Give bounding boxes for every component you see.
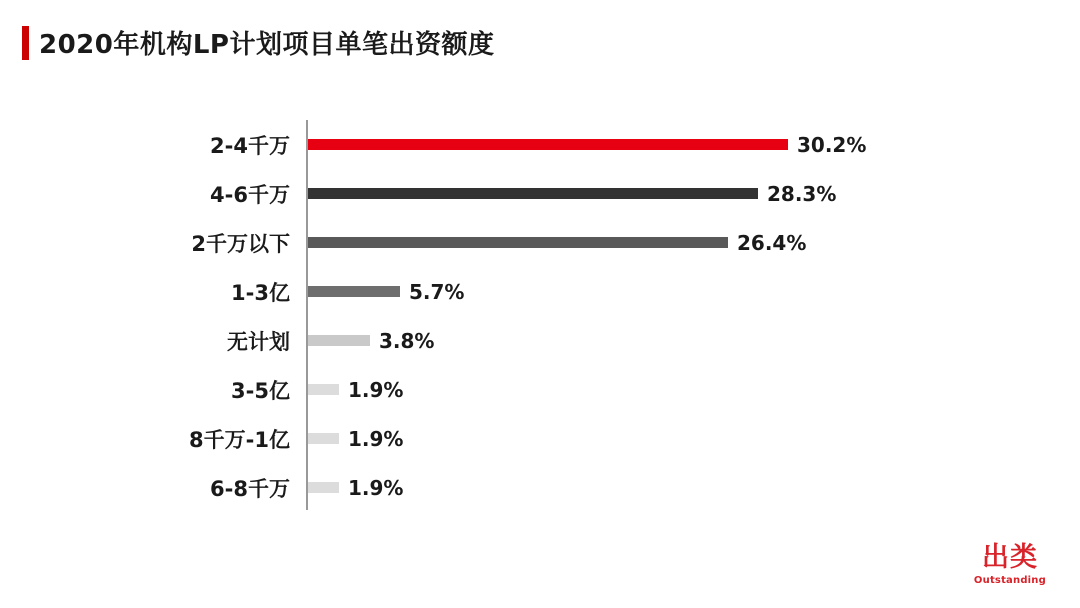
bar-segment <box>308 237 728 248</box>
bar-segment <box>308 335 370 346</box>
bar-value-label: 1.9% <box>348 377 404 402</box>
bar-track <box>306 365 1080 414</box>
bar-segment <box>308 139 788 150</box>
bar-category-label: 3-5亿 <box>231 378 290 403</box>
bar-segment <box>308 482 339 493</box>
brand-logo-en: Outstanding <box>973 575 1046 586</box>
bar-row <box>0 365 1080 414</box>
bar-category-label: 6-8千万 <box>210 476 290 501</box>
bar-category-label: 2千万以下 <box>191 231 290 256</box>
bar-value-label: 30.2% <box>797 132 867 157</box>
bar-track <box>306 267 1080 316</box>
bar-row <box>0 218 1080 267</box>
bar-category-label: 4-6千万 <box>210 182 290 207</box>
bar-value-label: 1.9% <box>348 475 404 500</box>
bar-track <box>306 120 1080 169</box>
bar-category-label: 8千万-1亿 <box>189 427 290 452</box>
bar-value-label: 3.8% <box>379 328 435 353</box>
bar-track <box>306 316 1080 365</box>
bar-track <box>306 414 1080 463</box>
bar-value-label: 28.3% <box>767 181 837 206</box>
bar-chart <box>0 100 1080 520</box>
brand-logo <box>974 544 1046 586</box>
page-title <box>22 24 495 61</box>
bar-segment <box>308 384 339 395</box>
bar-rows <box>0 120 1080 512</box>
bar-row <box>0 463 1080 512</box>
brand-logo-cn: 出类 <box>981 542 1038 573</box>
bar-track <box>306 218 1080 267</box>
bar-row <box>0 169 1080 218</box>
bar-row <box>0 316 1080 365</box>
bar-category-label: 无计划 <box>227 329 290 354</box>
bar-category-label: 2-4千万 <box>210 133 290 158</box>
bar-track <box>306 169 1080 218</box>
bar-value-label: 5.7% <box>409 279 465 304</box>
bar-category-label: 1-3亿 <box>231 280 290 305</box>
bar-segment <box>308 433 339 444</box>
bar-segment <box>308 188 758 199</box>
bar-value-label: 26.4% <box>737 230 807 255</box>
bar-row <box>0 120 1080 169</box>
title-text: 2020年机构LP计划项目单笔出资额度 <box>39 30 495 60</box>
bar-row <box>0 267 1080 316</box>
title-accent-bar <box>22 26 29 60</box>
bar-row <box>0 414 1080 463</box>
bar-track <box>306 463 1080 512</box>
bar-segment <box>308 286 400 297</box>
bar-value-label: 1.9% <box>348 426 404 451</box>
